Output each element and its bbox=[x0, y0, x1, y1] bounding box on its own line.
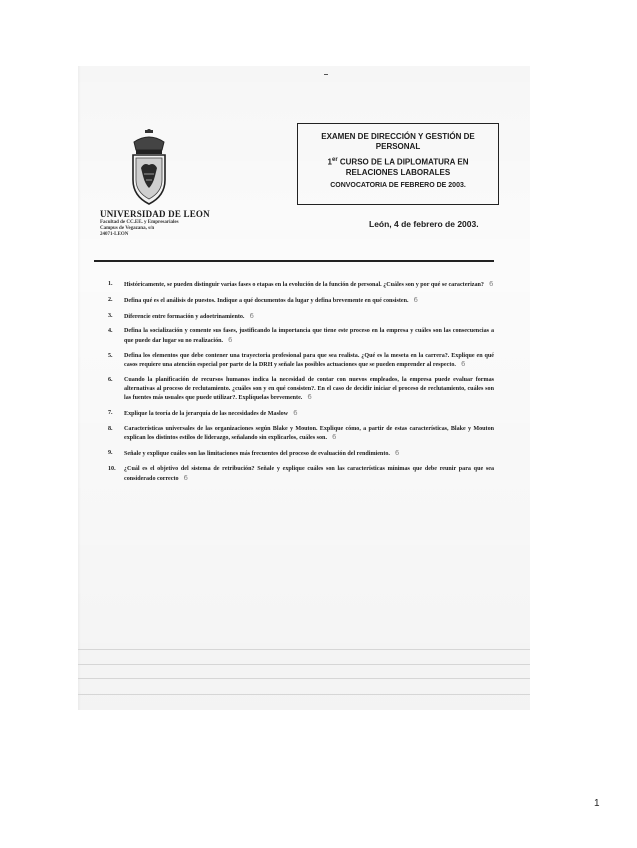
handwritten-mark: 6 bbox=[488, 280, 494, 288]
handwritten-mark: 6 bbox=[331, 433, 337, 442]
scan-artifact-line bbox=[78, 694, 530, 695]
exam-date: León, 4 de febrero de 2003. bbox=[369, 219, 479, 229]
handwritten-mark: 6 bbox=[413, 295, 418, 304]
handwritten-mark: 6 bbox=[183, 473, 189, 482]
page-number: 1 bbox=[594, 798, 600, 809]
postal-code: 24071-LEON bbox=[100, 232, 129, 237]
scan-artifact-line bbox=[78, 664, 530, 665]
handwritten-mark: 6 bbox=[394, 449, 400, 458]
question-item: 8. Características universales de las organizaciones según Blake y Mouton. Explique cómo, a partir de estas características, Blake y Mouton explican los distintos estilos de liderazgo, señalando sin explicarlos, cuáles son. 6 bbox=[108, 425, 494, 442]
scan-artifact-line bbox=[78, 649, 530, 650]
question-list bbox=[108, 280, 494, 489]
question-item: 2. Defina qué es el análisis de puestos. Indique a qué documentos da lugar y defina brevemente en qué consisten. 6 bbox=[108, 295, 418, 304]
scan-artifact-line bbox=[78, 678, 530, 679]
question-item: 1. Históricamente, se pueden distinguir varias fases o etapas en la evolución de la función de personal. ¿Cuáles son y por qué se caracterizan? 6 bbox=[108, 280, 494, 288]
course-title: 1er CURSO DE LA DIPLOMATURA EN RELACIONES LABORALES bbox=[327, 157, 469, 177]
question-item: 9. Señale y explique cuáles son las limitaciones más frecuentes del proceso de evaluación del rendimiento. 6 bbox=[108, 449, 400, 458]
faculty-name: Facultad de CC.EE. y Empresariales bbox=[100, 220, 179, 225]
scanned-exam-page bbox=[78, 66, 530, 710]
handwritten-mark: 6 bbox=[460, 360, 466, 369]
handwritten-mark: 6 bbox=[228, 335, 233, 344]
question-item: 3. Diferencie entre formación y adoetrinamiento. 6 bbox=[108, 311, 254, 320]
handwritten-mark: 6 bbox=[307, 393, 312, 402]
question-item: 7. Explique la teoría de la jerarquía de las necesidades de Maslow 6 bbox=[108, 409, 298, 418]
header-divider bbox=[94, 260, 494, 262]
question-item: 4. Defina la socialización y comente sus fases, justificando la importancia que tiene este proceso en la empresa y cuáles son las consecuencias a que puede dar lugar su no realización. 6 bbox=[108, 328, 494, 344]
handwritten-mark: 6 bbox=[293, 409, 298, 418]
exam-title-box bbox=[297, 123, 499, 205]
scan-mark bbox=[324, 74, 328, 75]
exam-session: CONVOCATORIA DE FEBRERO DE 2003. bbox=[330, 181, 466, 189]
campus-address: Campus de Vegazana, s/n bbox=[100, 226, 155, 231]
question-item: 5. Defina los elementos que debe contener una trayectoria profesional para que sea realista. ¿Qué es la meseta en la carrera?. Explique en qué casos requiere una atención especial por parte de la DRH y señale las posibles actuaciones que se pueden emprender al respecto. 6 bbox=[108, 352, 494, 369]
university-name: UNIVERSIDAD DE LEON bbox=[100, 209, 210, 219]
question-item: 10. ¿Cuál es el objetivo del sistema de retribución? Señale y explique cuáles son las características mínimas que debe reunir para que sea considerado correcto 6 bbox=[108, 466, 494, 482]
question-item: 6. Cuando la planificación de recursos humanos indica la necesidad de contar con nuevos empleados, la empresa puede evaluar formas alternativas al proceso de reclutamiento. ¿cuáles son y en qué consisten?. En el caso de decidir iniciar el proceso de reclutamiento, cuáles son las fuentes más usuales que puede utilizar?. Explíquelas brevemente. 6 bbox=[108, 377, 494, 402]
handwritten-mark: 6 bbox=[249, 311, 254, 320]
exam-title: EXAMEN DE DIRECCIÓN Y GESTIÓN DE PERSONAL bbox=[321, 132, 475, 151]
university-crest-icon bbox=[128, 128, 170, 208]
